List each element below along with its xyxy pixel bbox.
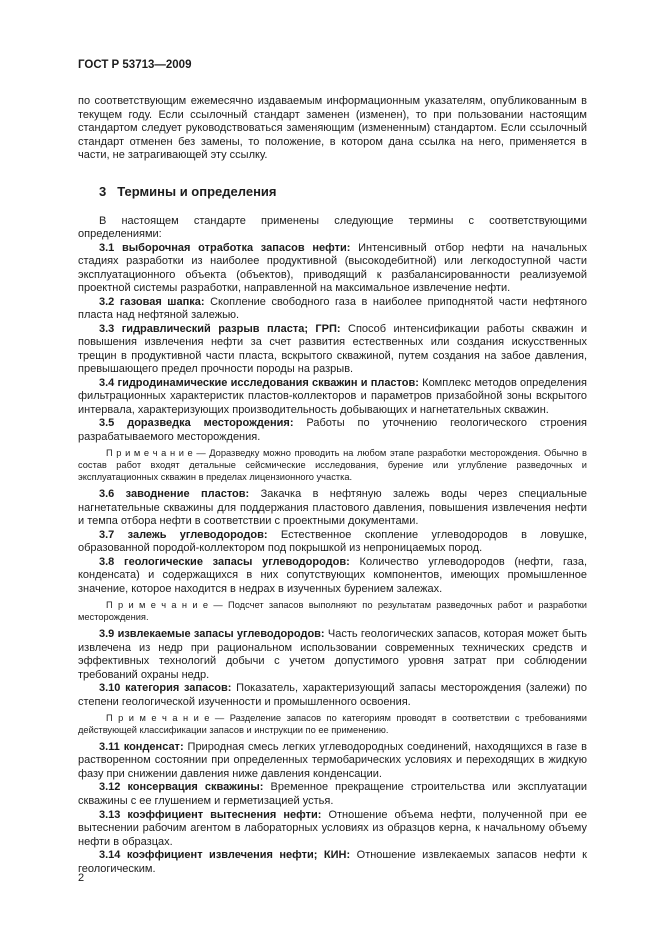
term-definition: Отношение извлекаемых запасов нефти к геологическим. (78, 849, 587, 875)
term-3-13 (78, 809, 587, 850)
term-definition: Показатель, характеризующий запасы месторождения (залежи) по степени геологической изученности и промышленного освоения. (78, 682, 587, 708)
term-3-8 (78, 556, 587, 597)
term-label: 3.11 конденсат: (99, 740, 184, 753)
term-3-1 (78, 242, 587, 296)
term-label: 3.6 заводнение пластов: (99, 488, 250, 501)
term-definition: Естественное скопление углеводородов в ловушке, образованной породой-коллектором под покрышкой из непроницаемых пород. (78, 528, 588, 555)
term-definition: Временное прекращение строительства или эксплуатации скважины с ее глушением и герметизацией устья. (78, 781, 588, 807)
term-label: 3.10 категория запасов: (99, 682, 232, 695)
term-label: 3.14 коэффициент извлечения нефти; КИН: (99, 849, 351, 862)
term-3-12 (78, 781, 587, 808)
term-definition: Количество углеводородов (нефти, газа, конденсата) и содержащихся в них сопутствующих компонентов, имеющих промышленное значение, которое находится в недрах в изученных бурением залежах. (78, 555, 587, 595)
term-3-4 (78, 377, 587, 418)
term-definition: Природная смесь легких углеводородных соединений, находящихся в газе в растворенном состоянии при определенных термобарических условиях и переходящих в жидкую фазу при снижении давления ниже давления конденсации. (78, 740, 587, 780)
term-3-10 (78, 682, 587, 709)
term-3-11 (78, 741, 587, 782)
note-3-10: П р и м е ч а н и е — Разделение запасов по категориям проводят в соответствии с требованиями действующей классификации запасов и инструкции по ее применению. (78, 713, 587, 736)
section-number: 3 (99, 183, 107, 199)
page-number: 2 (78, 872, 85, 885)
term-3-2 (78, 296, 587, 323)
document-code: ГОСТ Р 53713—2009 (78, 59, 192, 71)
term-label: 3.8 геологические запасы углеводородов: (99, 555, 350, 568)
section-title: Термины и определения (117, 183, 277, 199)
term-3-6 (78, 488, 587, 529)
term-3-9 (78, 628, 587, 682)
term-label: 3.3 гидравлический разрыв пласта; ГРП: (99, 322, 341, 335)
term-definition: Комплекс методов определения фильтрационных характеристик пластов-коллекторов и параметров призабойной зоны вскрытого интервала, характеризующих производительность добывающих и нагнетательных скважин. (78, 376, 587, 416)
note-3-8: П р и м е ч а н и е — Подсчет запасов выполняют по результатам разведочных работ и разработки месторождения. (78, 600, 587, 623)
term-label: 3.13 коэффициент вытеснения нефти: (99, 808, 322, 821)
term-label: 3.1 выборочная отработка запасов нефти: (99, 241, 351, 254)
term-3-3 (78, 323, 587, 377)
term-definition: Способ интенсификации работы скважин и повышения извлечения нефти за счет развития естественных или создания искусственных трещин в продуктивной части пласта, вскрытого скважиной, путем создания на забое давления, превышающего предел прочности породы на разрыв. (78, 322, 587, 376)
term-definition: Работы по уточнению геологического строения разрабатываемого месторождения. (78, 417, 587, 443)
note-3-5: П р и м е ч а н и е — Доразведку можно проводить на любом этапе разработки месторождения. Обычно в состав работ входят детальные сейсмические исследования, бурение или углубление разведочных и эксплуатационных скважин в пределах лицензионного участка. (78, 448, 587, 483)
term-definition: Отношение объема нефти, полученной при ее вытеснении рабочим агентом в лабораторных условиях из образцов керна, к начальному объему нефти в образцах. (78, 808, 587, 848)
term-label: 3.4 гидродинамические исследования скважин и пластов: (99, 376, 419, 389)
term-definition: Скопление свободного газа в наиболее приподнятой части нефтяного пласта над нефтяной залежью. (78, 295, 587, 322)
intro-paragraph: по соответствующим ежемесячно издаваемым информационным указателям, опубликованным в текущем году. Если ссылочный стандарт заменен (изменен), то при пользовании настоящим стандартом следует руководствоваться заменяющим (измененным) стандартом. Если ссылочный стандарт отменен без замены, то положение, в котором дана ссылка на него, применяется в части, не затрагивающей эту ссылку. (78, 95, 587, 162)
term-3-5 (78, 417, 587, 444)
term-definition: Интенсивный отбор нефти на начальных стадиях разработки из наиболее продуктивной (высокодебитной) или легкодоступной части эксплуатационного объекта (объектов), приводящий к разбалансированности реализуемой проектной системы разработки, направленной на максимальное извлечение нефти. (78, 241, 587, 295)
term-label: 3.9 извлекаемые запасы углеводородов: (99, 628, 325, 641)
term-3-7 (78, 529, 587, 556)
section-heading (78, 184, 587, 200)
term-3-14 (78, 849, 587, 876)
term-definition: Часть геологических запасов, которая может быть извлечена из недр при рациональном использовании современных технических средств и эффективных технологий добычи с учетом допустимого уровня затрат при соблюдении требований охраны недр. (78, 628, 587, 681)
term-label: 3.2 газовая шапка: (99, 295, 205, 308)
section-lead: В настоящем стандарте применены следующие термины с соответствующими определениями: (78, 214, 587, 241)
term-label: 3.5 доразведка месторождения: (99, 417, 294, 430)
term-label: 3.7 залежь углеводородов: (99, 528, 268, 541)
term-label: 3.12 консервация скважины: (99, 781, 264, 794)
term-definition: Закачка в нефтяную залежь воды через специальные нагнетательные скважины для поддержания пластового давления, повышения извлечения нефти и темпа отбора нефти в соответствии с проектными документами. (78, 488, 588, 528)
